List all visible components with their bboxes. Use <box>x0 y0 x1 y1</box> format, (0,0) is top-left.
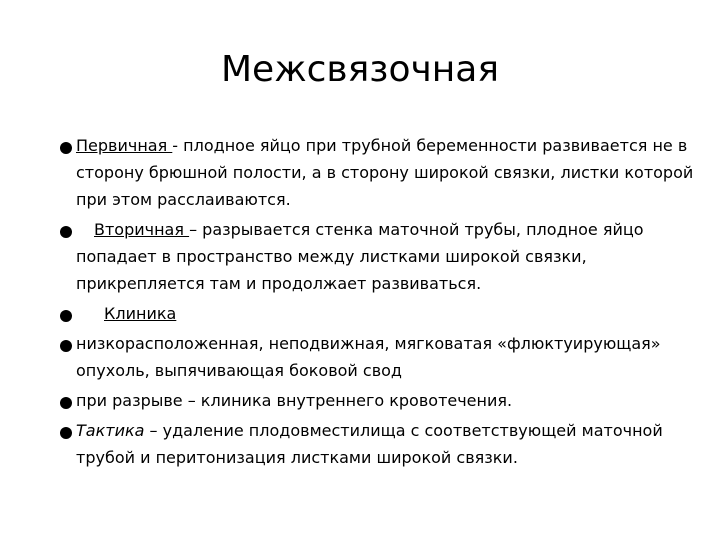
bullet-dot-icon <box>60 427 72 439</box>
bullet-term-tactics: Тактика <box>76 421 145 440</box>
bullet-item-secondary <box>60 216 700 297</box>
bullet-text-tactics: – удаление плодовместилища с соответствующей маточной трубой и перитонизация листками широкой связки. <box>76 421 663 467</box>
bullet-dot-icon <box>60 397 72 409</box>
bullet-text-tumor: низкорасположенная, неподвижная, мягковатая «флюктуирующая» опухоль, выпячивающая боковой свод <box>76 334 661 380</box>
bullet-text-rupture: при разрыве – клиника внутреннего кровотечения. <box>76 391 513 410</box>
slide-title: Межсвязочная <box>221 49 499 90</box>
bullet-item-tumor <box>60 330 700 384</box>
bullet-dot-icon <box>60 142 72 154</box>
bullet-item-rupture <box>60 387 700 414</box>
bullet-text-secondary: – разрывается стенка маточной трубы, плодное яйцо попадает в пространство между листками широкой связки, прикрепляется там и продолжает развиваться. <box>76 220 644 293</box>
bullet-text-primary: - плодное яйцо при трубной беременности развивается не в сторону брюшной полости, а в сторону широкой связки, листки которой при этом расслаиваются. <box>76 136 694 209</box>
bullet-list <box>60 132 700 474</box>
bullet-dot-icon <box>60 226 72 238</box>
bullet-dot-icon <box>60 340 72 352</box>
bullet-dot-icon <box>60 310 72 322</box>
bullet-term-secondary: Вторичная <box>94 220 190 239</box>
bullet-item-clinic <box>60 300 700 327</box>
bullet-item-primary <box>60 132 700 213</box>
bullet-term-clinic: Клиника <box>104 304 177 323</box>
bullet-item-tactics <box>60 417 700 471</box>
bullet-term-primary: Первичная <box>76 136 173 155</box>
